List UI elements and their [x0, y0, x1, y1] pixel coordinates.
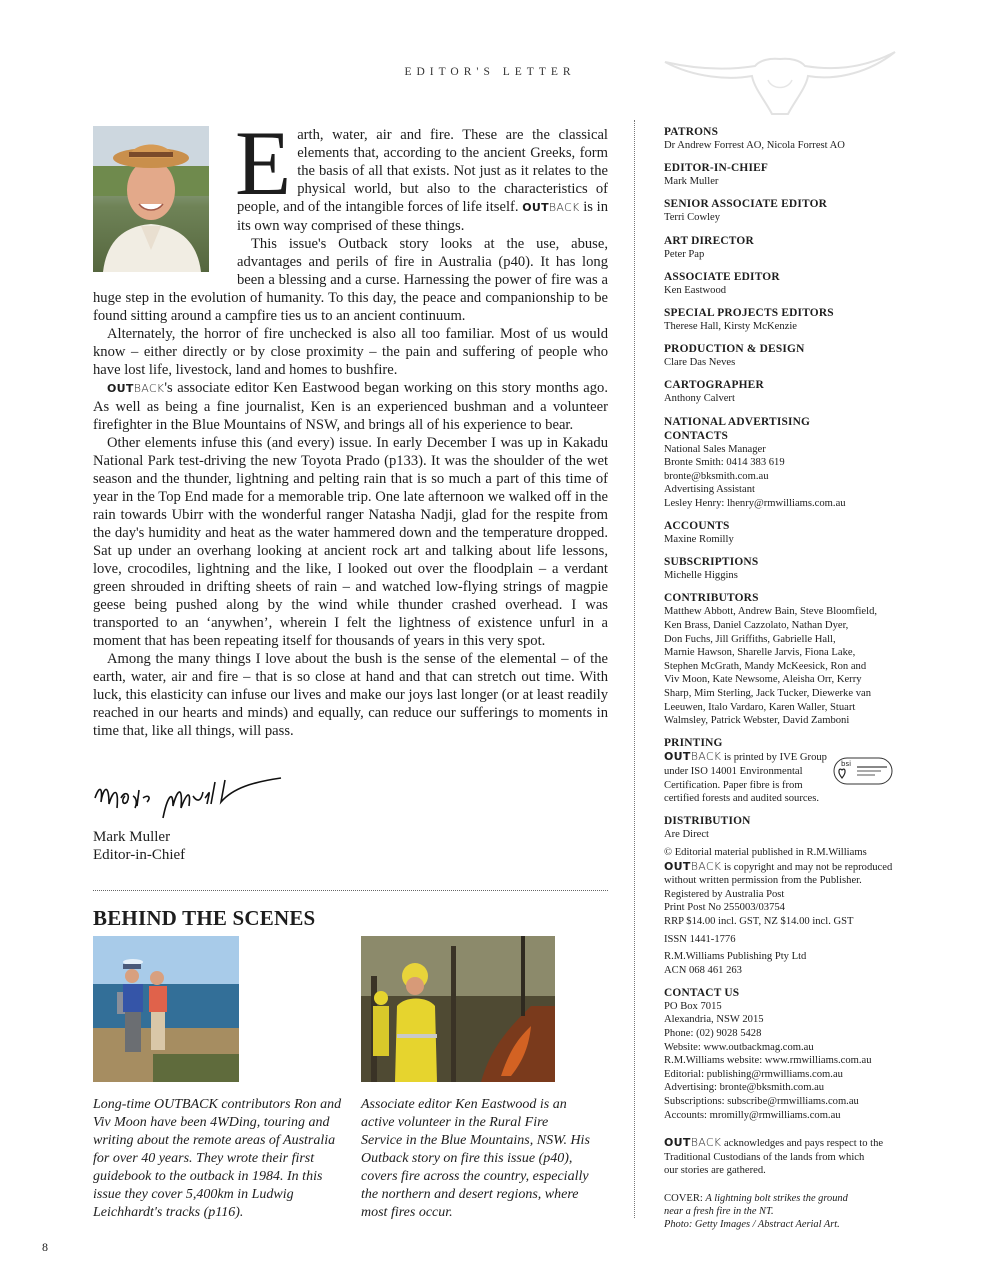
- masthead-accounts: ACCOUNTS Maxine Romilly: [664, 519, 900, 547]
- masthead-heading: ACCOUNTS: [664, 520, 730, 533]
- caption-contributors: Long-time OUTBACK contributors Ron and Viv Moon have been 4WDing, touring and writing about the remote areas of Australia for over 40 years. They wrote their first guidebook to the outback in 1984. In this issue they cover 5,400km in Ludwig Leichhardt's tracks (p116).: [93, 1097, 342, 1220]
- bull-head-logo-icon: [660, 40, 900, 120]
- letter-paragraph-4: 's associate editor Ken Eastwood began working on this story months ago. As well as being a fine journalist, Ken is an experienced bushman and a volunteer firefighter in the Blue Mountains of NSW, and brings all of his experience to bear.: [93, 380, 608, 433]
- masthead-heading: EDITOR-IN-CHIEF: [664, 162, 769, 175]
- masthead-contact: CONTACT US PO Box 7015 Alexandria, NSW 2015 Phone: (02) 9028 5428 Website: www.outbackmag.com.au R.M.Williams website: www.rmwilliams.com.au Editorial: publishing@rmwilliams.com.au Advertising: bronte@bksmith.com.au Subscriptions: subscribe@rmwilliams.com.au Accounts: mromilly@rmwilliams.com.au: [664, 986, 900, 1122]
- masthead-heading: DISTRIBUTION: [664, 815, 751, 828]
- masthead-heading: CONTACT US: [664, 986, 740, 999]
- masthead-heading: CONTRIBUTORS: [664, 592, 759, 605]
- masthead-distribution: DISTRIBUTION Are Direct © Editorial material published in R.M.Williams OUTBACK is copyright and may not be reproduced without written permission from the Publisher. Registered by Australia Post Print Post No 255003/03754 RRP $14.00 incl. GST, NZ $14.00 incl. GST ISSN 1441-1776 R.M.Williams Publishing Pty Ltd ACN 068 461 263: [664, 814, 900, 977]
- bsi-text: bsi: [841, 760, 852, 769]
- masthead-heading: PATRONS: [664, 126, 719, 138]
- masthead-heading: NATIONAL ADVERTISING CONTACTS: [664, 415, 811, 442]
- dotted-divider: [93, 890, 608, 891]
- masthead-associate-editor: ASSOCIATE EDITOR Ken Eastwood: [664, 270, 900, 298]
- masthead-heading: ASSOCIATE EDITOR: [664, 270, 780, 283]
- letter-paragraph-3: Alternately, the horror of fire unchecked is also all too familiar. Most of us would know – either directly or by close proximity – the pain and suffering of people who have lost life, livestock, land and homes to bushfire.: [93, 326, 608, 378]
- masthead-heading: SENIOR ASSOCIATE EDITOR: [664, 198, 828, 211]
- masthead-printing: PRINTING OUTBACK is printed by IVE Group under ISO 14001 Environmental Certification. Paper fibre is from certified forests and audited sources. bsi: [664, 736, 900, 805]
- masthead-heading: PRINTING: [664, 737, 723, 750]
- masthead-subscriptions: SUBSCRIPTIONS Michelle Higgins: [664, 555, 900, 583]
- firefighter-photo: [361, 936, 555, 1082]
- letter-paragraph-1: arth, water, air and fire. These are the classical elements that, according to the ancient Greeks, form the basis of all that exists. Not just as it relates to the physical world, but also to the characteristics of people, and of the intangible forces of life itself.: [237, 127, 608, 215]
- signoff: [93, 828, 185, 864]
- masthead: [664, 125, 900, 1240]
- masthead-production: PRODUCTION & DESIGN Clare Das Neves: [664, 342, 900, 370]
- masthead-heading: PRODUCTION & DESIGN: [664, 343, 805, 356]
- masthead-special-projects: SPECIAL PROJECTS EDITORS Therese Hall, Kirsty McKenzie: [664, 306, 900, 334]
- masthead-cartographer: CARTOGRAPHER Anthony Calvert: [664, 378, 900, 406]
- cover-credit: COVER: A lightning bolt strikes the ground near a fresh fire in the NT. Photo: Getty Images / Abstract Aerial Art.: [664, 1193, 848, 1230]
- masthead-heading: SPECIAL PROJECTS EDITORS: [664, 306, 834, 319]
- masthead-senior-associate-editor: SENIOR ASSOCIATE EDITOR Terri Cowley: [664, 197, 900, 225]
- masthead-heading: ART DIRECTOR: [664, 234, 754, 247]
- outback-wordmark: OUTBACK: [664, 750, 722, 764]
- masthead-art-director: ART DIRECTOR Peter Pap: [664, 234, 900, 262]
- outback-wordmark: OUTBACK: [664, 859, 722, 873]
- editor-signature: [93, 768, 283, 828]
- bsi-certification-icon: [833, 754, 895, 786]
- behind-the-scenes-heading: BEHIND THE SCENES: [93, 906, 316, 930]
- masthead-advertising: NATIONAL ADVERTISING CONTACTS National Sales Manager Bronte Smith: 0414 383 619 bronte@bksmith.com.au Advertising Assistant Lesley Henry: lhenry@rmwilliams.com.au: [664, 415, 846, 509]
- signoff-title: Editor-in-Chief: [93, 847, 186, 863]
- masthead-heading: CARTOGRAPHER: [664, 379, 764, 392]
- masthead-patrons: PATRONS Dr Andrew Forrest AO, Nicola Forrest AO: [664, 125, 900, 153]
- masthead-heading: SUBSCRIPTIONS: [664, 556, 759, 569]
- letter-paragraph-6: Among the many things I love about the bush is the sense of the elemental – of the earth, water, air and fire – that is so close at hand and that can stretch out time. With luck, this elasticity can infuse our lives and make our joys last longer (or at least readily reached in our hearts and minds) and equally, can reduce our sufferings to moments in time that, like all things, will pass.: [93, 651, 608, 739]
- page-number: 8: [42, 1240, 48, 1254]
- letter-paragraph-1-tail: is in its own way comprised of these things.: [237, 199, 608, 234]
- signoff-name: Mark Muller: [93, 829, 171, 845]
- letter-paragraph-2: This issue's Outback story looks at the use, abuse, advantages and perils of fire in Australia (p40). It has long been a blessing and a curse. Harnessing the power of fire was a huge step in the evolution of humanity. To this day, the peace and companionship to be found sitting around a campfire ties us to an ancient continuum.: [93, 236, 608, 324]
- masthead-contributors: CONTRIBUTORS Matthew Abbott, Andrew Bain, Steve Bloomfield, Ken Brass, Daniel Cazzolato, Nathan Dyer, Don Fuchs, Jill Griffiths, Gabrielle Hall, Marnie Hawson, Sharelle Jarvis, Fiona Lake, Stephen McGrath, Mandy McKeesick, Ron and Viv Moon, Kate Newsome, Aleisha Orr, Kerry Sharp, Mim Sterling, Jack Tucker, Diewerke van Leeuwen, Italo Vardaro, Karen Waller, Stuart Walmsley, Patrick Webster, David Zamboni: [664, 591, 900, 727]
- outback-wordmark: OUTBACK: [664, 1136, 722, 1150]
- caption-firefighter: Associate editor Ken Eastwood is an active volunteer in the Rural Fire Service in the Blue Mountains, NSW. His Outback story on fire this issue (p40), covers fire across the country, especially the northern and desert regions, where most fires occur.: [361, 1097, 590, 1220]
- masthead-editor-in-chief: EDITOR-IN-CHIEF Mark Muller: [664, 161, 900, 189]
- letter-paragraph-5: Other elements infuse this (and every) issue. In early December I was up in Kakadu National Park test-driving the new Toyota Prado (p133). It was the shoulder of the wet season and the thunder, lightning and pelting rain that is so much a part of this time of year in the Top End made for a memorable trip. One late afternoon we walked off in the rain towards Ubirr with the wonderful ranger Natasha Nadji, glad for the respite from the day's humidity and heat as the water hammered down and the temperature dropped. Sat up under an overhang looking at ancient rock art and talking about life lessons, love, crocodiles, lightning and the like, I looked out over the floodplain – a verdant green shrouded in drifting sheets of rain – and watched low-flying strings of magpie geese being pushed along by the wind while thunder crashed overhead. I was transported to an ‘anywhen’, wherein I felt the lightness of existence unfurl in a moment that has been repeating itself for thousands of years in this very spot.: [93, 435, 608, 649]
- masthead-acknowledgement: OUTBACK acknowledges and pays respect to the Traditional Custodians of the lands from which our stories are gathered.: [664, 1136, 884, 1177]
- contributors-coast-photo: [93, 936, 239, 1082]
- outback-wordmark: OUTBACK: [107, 382, 165, 395]
- column-divider: [634, 120, 635, 1218]
- outback-wordmark: OUTBACK: [522, 201, 580, 214]
- editor-portrait-photo: [93, 126, 209, 272]
- dropcap: E: [235, 112, 292, 214]
- editors-letter: [93, 112, 608, 740]
- section-title: EDITOR'S LETTER: [404, 66, 576, 78]
